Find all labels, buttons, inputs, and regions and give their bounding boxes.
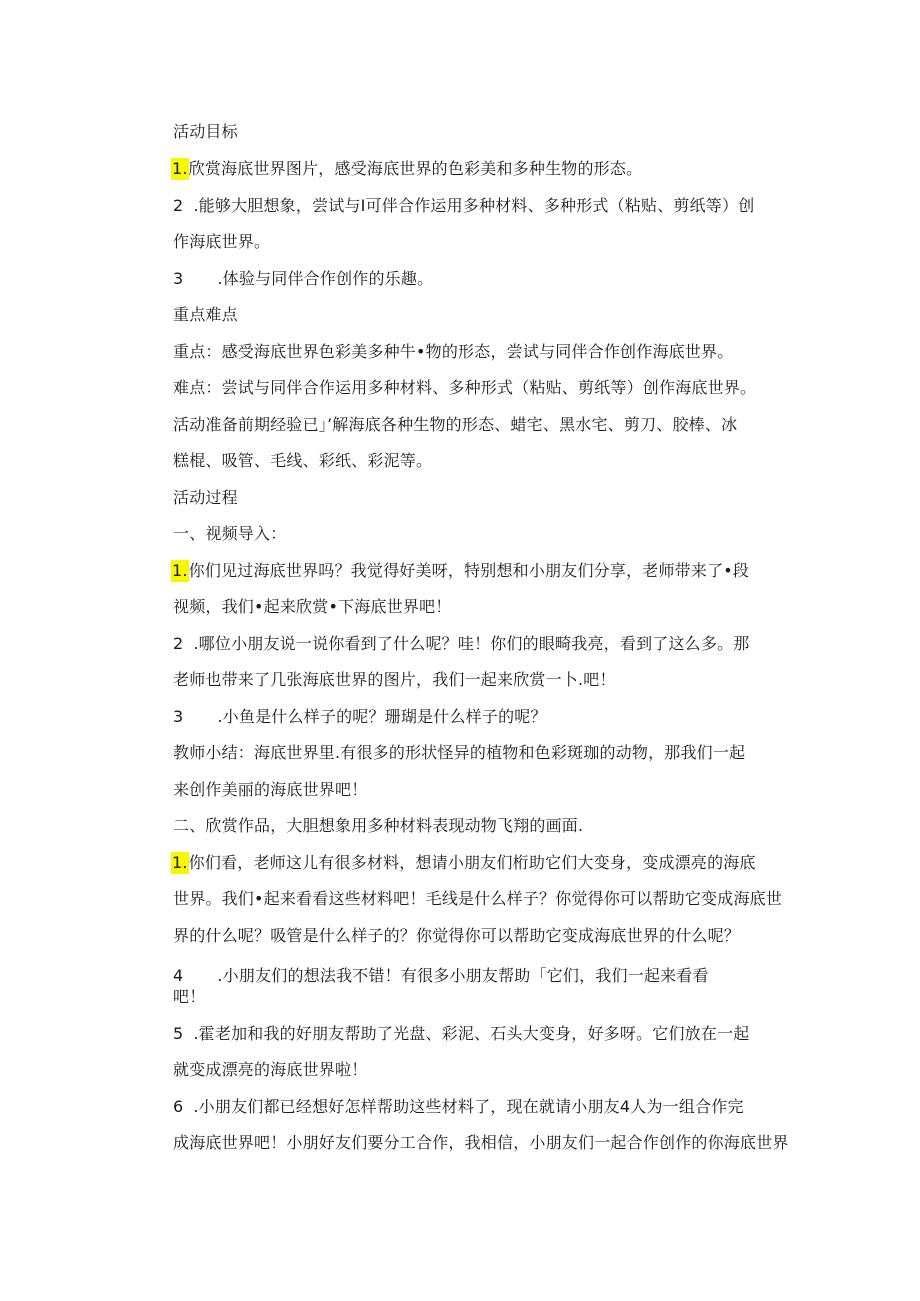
item-number: 3: [173, 269, 184, 288]
section-heading-goals: [173, 121, 238, 143]
item-text: 你们看，老师这儿有很多材料，想请小朋友们桁助它们大变身，变成漂亮的海底: [188, 853, 756, 872]
item-number: 3: [173, 707, 184, 726]
item-text-cont: 老师也带来了几张海底世界的图片，我们一起来欣赏一卜.吧！: [173, 670, 616, 689]
goal-item-1: [171, 158, 642, 180]
item-text: .能够大胆想象，尝试与I可伴合作运用多种材料、多种形式（粘贴、剪纸等）创: [193, 196, 755, 215]
process-item-1-cont: [173, 596, 451, 618]
appreciate-item-1-cont-b: [173, 925, 740, 947]
goal-item-2: [173, 195, 754, 217]
item-text: .体验与同伴合作创作的乐趣。: [217, 269, 434, 288]
teacher-summary: [173, 742, 745, 764]
item-text-cont: 作海底世界。: [173, 232, 271, 251]
appreciate-item-4: [173, 965, 709, 987]
goal-item-3: [173, 268, 433, 290]
paragraph-text: 难点：尝试与同伴合作运用多种材料、多种形式（粘贴、剪纸等）创作海底世界。: [173, 378, 757, 397]
subsection-heading-video: [173, 523, 286, 545]
item-text: .霍老加和我的好朋友帮助了光盘、彩泥、石头大变身，好多呀。它们放在一起: [193, 1024, 750, 1043]
preparation: [173, 414, 737, 436]
appreciate-item-1-cont-a: [173, 888, 782, 910]
item-text-cont: 界的什么呢？吸管是什么样子的？你觉得你可以帮助它变成海底世界的什么呢？: [173, 926, 741, 945]
subsection-heading-appreciate: [173, 815, 583, 837]
heading-text: 二、欣赏作品，大胆想象用多种材料表现动物飞翔的画面.: [173, 816, 584, 835]
paragraph-text: 教师小结：海底世界里.有很多的形状怪异的植物和色彩斑珈的动物，那我们一起: [173, 743, 746, 762]
paragraph-text: 重点：感受海底世界色彩美多种牛•物的形态，尝试与同伴合作创作海底世界。: [173, 342, 734, 361]
goal-item-2-cont: [173, 231, 270, 253]
item-number-highlighted: 1.: [172, 853, 188, 872]
process-item-1: [171, 560, 749, 582]
item-text: .小朋友们都已经想好怎样帮助这些材料了，现在就请小朋友4人为一组合作完: [193, 1097, 744, 1116]
process-item-3: [173, 706, 547, 728]
section-heading-key-points: [173, 304, 238, 326]
heading-text: 活动目标: [173, 122, 238, 141]
item-text-cont: 就变成漂亮的海底世界啦！: [173, 1060, 368, 1079]
item-number: 2: [173, 634, 184, 653]
item-text: .小朋友们的想法我不错！有很多小朋友帮助「它们，我们一起来看看: [217, 966, 709, 985]
difficult-point: [173, 377, 756, 399]
item-text: .小鱼是什么样子的呢？珊瑚是什么样子的呢？: [217, 707, 547, 726]
item-number: 6: [173, 1097, 184, 1116]
process-item-2: [173, 633, 749, 655]
item-text-cont: 视频，我们•起来欣赏•下海底世界吧！: [173, 597, 452, 616]
paragraph-text: 活动准备前期经验已」’解海底各种生物的形态、蜡宅、黑水宅、剪刀、胶棒、冰: [173, 415, 738, 434]
process-item-2-cont: [173, 669, 616, 691]
item-text-cont: 成海底世界吧！小朋好友们要分工合作，我相信，小朋友们一起合作创作的你海底世界: [173, 1133, 789, 1152]
appreciate-item-6: [173, 1096, 744, 1118]
preparation-cont: [173, 450, 432, 472]
heading-text: 重点难点: [173, 305, 238, 324]
appreciate-item-4-cont: [173, 986, 205, 1008]
section-heading-process: [173, 487, 238, 509]
item-text: .哪位小朋友说一说你看到了什么呢？哇！你们的眼畸我亮，看到了这么多。那: [193, 634, 750, 653]
appreciate-item-6-cont: [173, 1132, 789, 1154]
item-number-highlighted: 1.: [172, 561, 188, 580]
teacher-summary-cont: [173, 779, 367, 801]
item-number-highlighted: 1.: [172, 159, 188, 178]
paragraph-text-cont: 来创作美丽的海底世界吧！: [173, 780, 368, 799]
item-number: 5: [173, 1024, 184, 1043]
appreciate-item-5: [173, 1023, 749, 1045]
heading-text: 一、视频导入：: [173, 524, 287, 543]
appreciate-item-5-cont: [173, 1059, 367, 1081]
heading-text: 活动过程: [173, 488, 238, 507]
paragraph-text-cont: 糕棍、吸管、毛线、彩纸、彩泥等。: [173, 451, 433, 470]
item-number: 4: [173, 966, 184, 985]
item-text-cont: 世界。我们•起来看看这些材料吧！毛线是什么样子？你觉得你可以帮助它变成海底世: [173, 889, 783, 908]
item-number: 2: [173, 196, 184, 215]
item-text-cont: 吧！: [173, 987, 206, 1006]
key-point: [173, 341, 733, 363]
appreciate-item-1: [171, 852, 756, 874]
item-text: 你们见过海底世界吗？我觉得好美呀，特别想和小朋友们分享，老师带来了•段: [188, 561, 750, 580]
item-text: 欣赏海底世界图片，感受海底世界的色彩美和多种生物的形态。: [188, 159, 643, 178]
